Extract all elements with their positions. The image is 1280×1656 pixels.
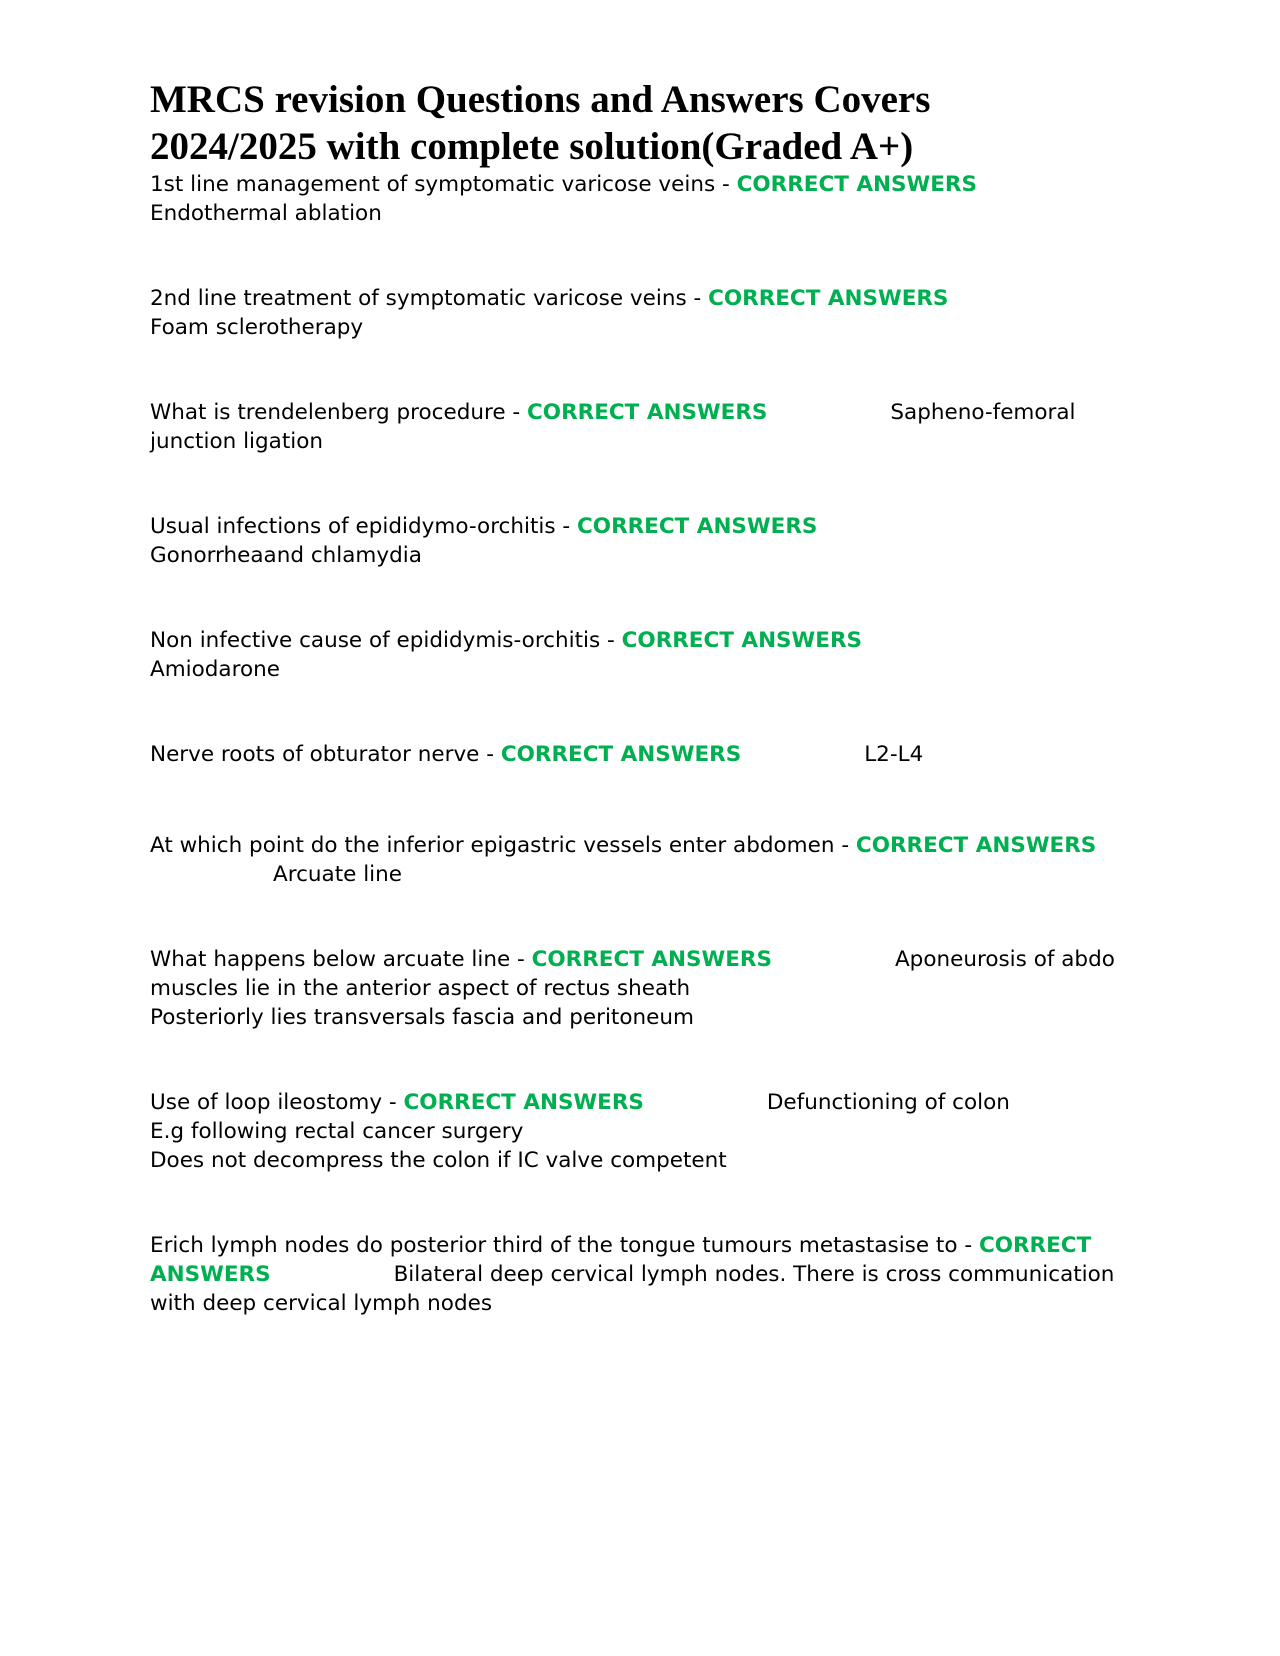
- question-text: At which point do the inferior epigastric vessels enter abdomen -: [150, 833, 856, 858]
- correct-answers-label: CORRECT ANSWERS: [150, 1233, 1092, 1287]
- title-line-1: MRCS revision Questions and Answers Covers: [150, 78, 931, 121]
- answer-text: Endothermal ablation: [150, 201, 382, 226]
- correct-answers-label: CORRECT ANSWERS: [577, 514, 818, 539]
- question-text: Erich lymph nodes do posterior third of the tongue tumours metastasise to -: [150, 1233, 979, 1258]
- answer-text: Amiodarone: [150, 657, 280, 682]
- qa-line: [150, 1088, 1130, 1117]
- qa-list: [150, 170, 1130, 1318]
- answer-note: E.g following rectal cancer surgery: [150, 1119, 524, 1144]
- correct-answers-label: CORRECT ANSWERS: [621, 628, 862, 653]
- answer-note: Does not decompress the colon if IC valve competent: [150, 1148, 727, 1173]
- document-page: [150, 76, 1130, 1318]
- correct-answers-label: CORRECT ANSWERS: [527, 400, 768, 425]
- qa-line: [150, 945, 1130, 1003]
- question-text: Non infective cause of epididymis-orchitis -: [150, 628, 622, 653]
- qa-item-9: [150, 1088, 1130, 1175]
- question-text: 1st line management of symptomatic varicose veins -: [150, 172, 737, 197]
- correct-answers-label: CORRECT ANSWERS: [531, 947, 772, 972]
- question-text: Usual infections of epididymo-orchitis -: [150, 514, 578, 539]
- qa-line: [150, 1231, 1130, 1318]
- correct-answers-label: CORRECT ANSWERS: [403, 1090, 644, 1115]
- question-text: What is trendelenberg procedure -: [150, 400, 528, 425]
- answer-text: Gonorrheaand chlamydia: [150, 543, 422, 568]
- qa-line: [150, 740, 1130, 769]
- qa-item-2: [150, 284, 1130, 342]
- question-text: Use of loop ileostomy -: [150, 1090, 404, 1115]
- qa-item-4: [150, 512, 1130, 570]
- correct-answers-label: CORRECT ANSWERS: [736, 172, 977, 197]
- answer-text: Defunctioning of colon: [766, 1090, 1010, 1115]
- question-text: 2nd line treatment of symptomatic varicose veins -: [150, 286, 709, 311]
- qa-line: [150, 398, 1130, 456]
- answer-text: Foam sclerotherapy: [150, 315, 364, 340]
- qa-line: [150, 284, 1130, 342]
- answer-text: L2-L4: [864, 742, 924, 767]
- answer-text: Arcuate line: [273, 862, 402, 887]
- qa-item-1: [150, 170, 1130, 228]
- qa-line: [150, 831, 1130, 889]
- correct-answers-label: CORRECT ANSWERS: [500, 742, 742, 767]
- qa-line: [150, 512, 1130, 570]
- correct-answers-label: CORRECT ANSWERS: [708, 286, 949, 311]
- question-text: What happens below arcuate line -: [150, 947, 532, 972]
- qa-item-7: [150, 831, 1130, 889]
- answer-text: Sapheno-femoral junction ligation: [150, 400, 1076, 454]
- qa-item-10: [150, 1231, 1130, 1318]
- qa-item-6: [150, 740, 1130, 769]
- document-title: [150, 76, 1130, 170]
- correct-answers-label: CORRECT ANSWERS: [855, 833, 1097, 858]
- answer-text: Bilateral deep cervical lymph nodes. There is cross communication with deep cervical lymph nodes: [150, 1262, 1115, 1316]
- answer-text: Aponeurosis of abdo muscles lie in the anterior aspect of rectus sheath: [150, 947, 1115, 1001]
- qa-line: [150, 626, 1130, 684]
- qa-item-8: [150, 945, 1130, 1032]
- qa-item-5: [150, 626, 1130, 684]
- answer-note: Posteriorly lies transversals fascia and peritoneum: [150, 1005, 694, 1030]
- qa-item-3: [150, 398, 1130, 456]
- question-text: Nerve roots of obturator nerve -: [150, 742, 501, 767]
- title-line-2: 2024/2025 with complete solution(Graded A+): [150, 125, 914, 168]
- qa-line: [150, 170, 1130, 228]
